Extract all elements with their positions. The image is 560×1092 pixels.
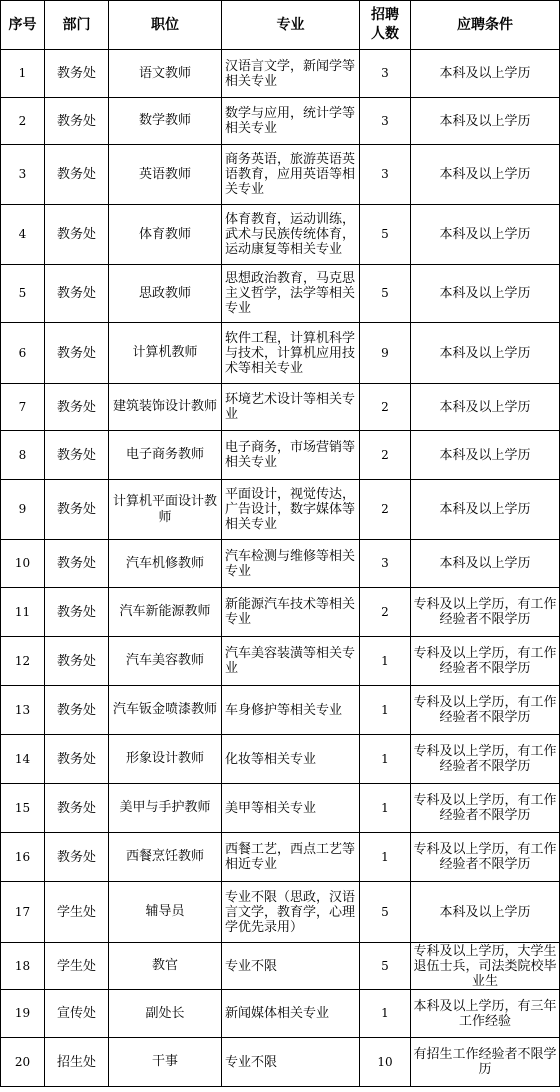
- row-number: 9: [1, 480, 45, 540]
- major-cell: 美甲等相关专业: [222, 784, 360, 833]
- headcount-cell: 3: [360, 50, 411, 98]
- table-row: [1, 686, 560, 735]
- header-dept: 部门: [45, 1, 109, 50]
- major-cell: 汉语言文学，新闻学等相关专业: [222, 50, 360, 98]
- major-cell: 西餐工艺，西点工艺等相近专业: [222, 833, 360, 882]
- table-row: [1, 735, 560, 784]
- department-cell: 教务处: [45, 833, 109, 882]
- table-row: [1, 833, 560, 882]
- row-number: 17: [1, 882, 45, 943]
- headcount-cell: 1: [360, 637, 411, 686]
- requirement-cell: 本科及以上学历: [411, 431, 560, 480]
- major-cell: 新能源汽车技术等相关专业: [222, 588, 360, 637]
- requirement-cell: 专科及以上学历，有工作经验者不限学历: [411, 833, 560, 882]
- position-cell: 教官: [109, 943, 222, 990]
- department-cell: 教务处: [45, 431, 109, 480]
- headcount-cell: 1: [360, 686, 411, 735]
- major-cell: 电子商务，市场营销等相关专业: [222, 431, 360, 480]
- table-row: [1, 384, 560, 431]
- department-cell: 学生处: [45, 943, 109, 990]
- department-cell: 教务处: [45, 323, 109, 384]
- major-cell: 专业不限: [222, 1038, 360, 1087]
- position-cell: 辅导员: [109, 882, 222, 943]
- position-cell: 建筑装饰设计教师: [109, 384, 222, 431]
- department-cell: 教务处: [45, 384, 109, 431]
- table-body: [1, 50, 560, 1087]
- department-cell: 教务处: [45, 540, 109, 588]
- headcount-cell: 1: [360, 784, 411, 833]
- major-cell: 环境艺术设计等相关专业: [222, 384, 360, 431]
- requirement-cell: 本科及以上学历: [411, 50, 560, 98]
- position-cell: 汽车钣金喷漆教师: [109, 686, 222, 735]
- headcount-cell: 3: [360, 98, 411, 145]
- headcount-cell: 3: [360, 540, 411, 588]
- requirement-cell: 本科及以上学历: [411, 145, 560, 205]
- headcount-cell: 5: [360, 943, 411, 990]
- row-number: 7: [1, 384, 45, 431]
- requirement-cell: 专科及以上学历，有工作经验者不限学历: [411, 588, 560, 637]
- headcount-cell: 2: [360, 588, 411, 637]
- header-count: 招聘人数: [360, 1, 411, 50]
- position-cell: 汽车新能源教师: [109, 588, 222, 637]
- table-row: [1, 265, 560, 323]
- row-number: 18: [1, 943, 45, 990]
- requirement-cell: 本科及以上学历: [411, 540, 560, 588]
- department-cell: 教务处: [45, 637, 109, 686]
- position-cell: 体育教师: [109, 205, 222, 265]
- table-row: [1, 882, 560, 943]
- row-number: 5: [1, 265, 45, 323]
- row-number: 19: [1, 990, 45, 1038]
- position-cell: 副处长: [109, 990, 222, 1038]
- row-number: 11: [1, 588, 45, 637]
- department-cell: 教务处: [45, 50, 109, 98]
- major-cell: 商务英语，旅游英语英语教育，应用英语等相关专业: [222, 145, 360, 205]
- requirement-cell: 本科及以上学历: [411, 882, 560, 943]
- position-cell: 计算机教师: [109, 323, 222, 384]
- requirement-cell: 有招生工作经验者不限学历: [411, 1038, 560, 1087]
- position-cell: 汽车美容教师: [109, 637, 222, 686]
- position-cell: 汽车机修教师: [109, 540, 222, 588]
- row-number: 14: [1, 735, 45, 784]
- major-cell: 汽车检测与维修等相关专业: [222, 540, 360, 588]
- requirement-cell: 专科及以上学历，有工作经验者不限学历: [411, 735, 560, 784]
- department-cell: 教务处: [45, 98, 109, 145]
- major-cell: 平面设计，视觉传达，广告设计，数字媒体等相关专业: [222, 480, 360, 540]
- headcount-cell: 2: [360, 384, 411, 431]
- table-row: [1, 588, 560, 637]
- row-number: 6: [1, 323, 45, 384]
- requirement-cell: 本科及以上学历: [411, 384, 560, 431]
- position-cell: 数学教师: [109, 98, 222, 145]
- row-number: 16: [1, 833, 45, 882]
- position-cell: 形象设计教师: [109, 735, 222, 784]
- headcount-cell: 10: [360, 1038, 411, 1087]
- major-cell: 思想政治教育，马克思主义哲学，法学等相关专业: [222, 265, 360, 323]
- table-row: [1, 943, 560, 990]
- table-row: [1, 1038, 560, 1087]
- position-cell: 干事: [109, 1038, 222, 1087]
- table-row: [1, 145, 560, 205]
- requirement-cell: 本科及以上学历，有三年工作经验: [411, 990, 560, 1038]
- table-row: [1, 540, 560, 588]
- major-cell: 数学与应用，统计学等相关专业: [222, 98, 360, 145]
- headcount-cell: 2: [360, 480, 411, 540]
- major-cell: 软件工程，计算机科学与技术，计算机应用技术等相关专业: [222, 323, 360, 384]
- headcount-cell: 5: [360, 882, 411, 943]
- headcount-cell: 5: [360, 205, 411, 265]
- header-position: 职位: [109, 1, 222, 50]
- headcount-cell: 1: [360, 735, 411, 784]
- department-cell: 宣传处: [45, 990, 109, 1038]
- major-cell: 体育教育，运动训练，武术与民族传统体育，运动康复等相关专业: [222, 205, 360, 265]
- position-cell: 计算机平面设计教师: [109, 480, 222, 540]
- requirement-cell: 专科及以上学历，大学生退伍士兵，司法类院校毕业生: [411, 943, 560, 990]
- row-number: 10: [1, 540, 45, 588]
- table-row: [1, 784, 560, 833]
- requirement-cell: 本科及以上学历: [411, 480, 560, 540]
- table-row: [1, 637, 560, 686]
- headcount-cell: 3: [360, 145, 411, 205]
- headcount-cell: 1: [360, 990, 411, 1038]
- position-cell: 思政教师: [109, 265, 222, 323]
- row-number: 2: [1, 98, 45, 145]
- department-cell: 学生处: [45, 882, 109, 943]
- department-cell: 教务处: [45, 205, 109, 265]
- table-row: [1, 431, 560, 480]
- position-cell: 英语教师: [109, 145, 222, 205]
- requirement-cell: 专科及以上学历，有工作经验者不限学历: [411, 784, 560, 833]
- header-requirement: 应聘条件: [411, 1, 560, 50]
- headcount-cell: 1: [360, 833, 411, 882]
- position-cell: 美甲与手护教师: [109, 784, 222, 833]
- row-number: 13: [1, 686, 45, 735]
- major-cell: 专业不限: [222, 943, 360, 990]
- major-cell: 汽车美容装潢等相关专业: [222, 637, 360, 686]
- table-row: [1, 480, 560, 540]
- department-cell: 招生处: [45, 1038, 109, 1087]
- department-cell: 教务处: [45, 145, 109, 205]
- headcount-cell: 2: [360, 431, 411, 480]
- row-number: 20: [1, 1038, 45, 1087]
- position-cell: 语文教师: [109, 50, 222, 98]
- row-number: 8: [1, 431, 45, 480]
- row-number: 15: [1, 784, 45, 833]
- table-row: [1, 323, 560, 384]
- department-cell: 教务处: [45, 588, 109, 637]
- header-row: [1, 1, 560, 50]
- requirement-cell: 本科及以上学历: [411, 205, 560, 265]
- row-number: 4: [1, 205, 45, 265]
- department-cell: 教务处: [45, 686, 109, 735]
- row-number: 1: [1, 50, 45, 98]
- major-cell: 新闻媒体相关专业: [222, 990, 360, 1038]
- department-cell: 教务处: [45, 265, 109, 323]
- headcount-cell: 5: [360, 265, 411, 323]
- position-cell: 西餐烹饪教师: [109, 833, 222, 882]
- requirement-cell: 专科及以上学历，有工作经验者不限学历: [411, 637, 560, 686]
- headcount-cell: 9: [360, 323, 411, 384]
- major-cell: 化妆等相关专业: [222, 735, 360, 784]
- requirement-cell: 专科及以上学历，有工作经验者不限学历: [411, 686, 560, 735]
- header-no: 序号: [1, 1, 45, 50]
- major-cell: 车身修护等相关专业: [222, 686, 360, 735]
- requirement-cell: 本科及以上学历: [411, 323, 560, 384]
- row-number: 12: [1, 637, 45, 686]
- department-cell: 教务处: [45, 784, 109, 833]
- row-number: 3: [1, 145, 45, 205]
- table-row: [1, 50, 560, 98]
- position-cell: 电子商务教师: [109, 431, 222, 480]
- table-row: [1, 98, 560, 145]
- table-row: [1, 205, 560, 265]
- department-cell: 教务处: [45, 480, 109, 540]
- major-cell: 专业不限（思政，汉语言文学，教育学，心理学优先录用）: [222, 882, 360, 943]
- header-major: 专业: [222, 1, 360, 50]
- table-row: [1, 990, 560, 1038]
- requirement-cell: 本科及以上学历: [411, 98, 560, 145]
- department-cell: 教务处: [45, 735, 109, 784]
- requirement-cell: 本科及以上学历: [411, 265, 560, 323]
